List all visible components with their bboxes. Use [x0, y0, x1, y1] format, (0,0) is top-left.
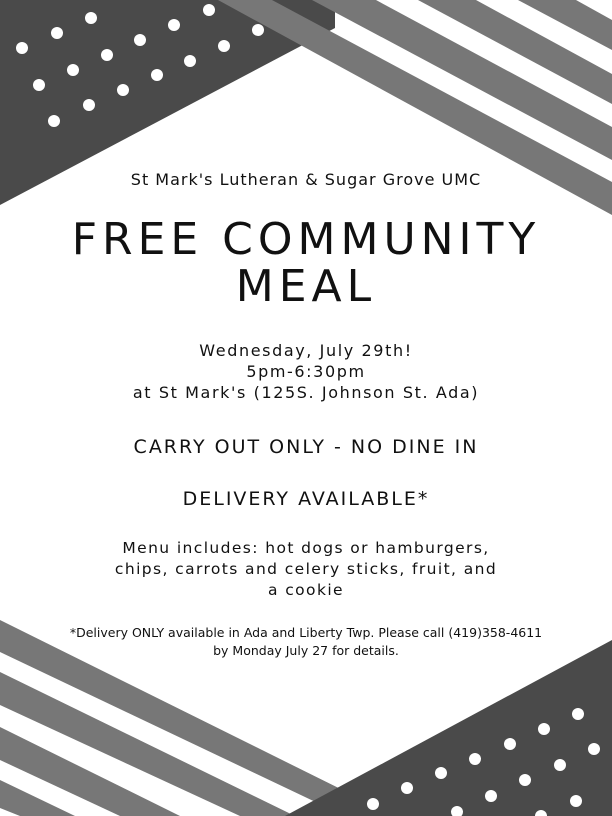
footnote-line: by Monday July 27 for details.: [213, 643, 399, 658]
event-details: [0, 340, 612, 403]
event-time: 5pm-6:30pm: [246, 362, 366, 381]
footnote-line: *Delivery ONLY available in Ada and Liberty Twp. Please call (419)358-4611: [69, 625, 543, 640]
page-title: [0, 216, 612, 310]
event-location: at St Mark's (125S. Johnson St. Ada): [132, 383, 480, 402]
delivery-notice: DELIVERY AVAILABLE*: [182, 488, 430, 510]
menu-description: [0, 538, 612, 601]
menu-line: Menu includes: hot dogs or hamburgers,: [122, 539, 490, 557]
title-line: MEAL: [235, 261, 377, 312]
carry-out-notice: CARRY OUT ONLY - NO DINE IN: [133, 436, 479, 458]
event-date: Wednesday, July 29th!: [199, 341, 413, 360]
title-line: FREE COMMUNITY: [71, 214, 541, 265]
host-churches: St Mark's Lutheran & Sugar Grove UMC: [130, 170, 482, 189]
delivery-footnote: [0, 624, 612, 660]
menu-line: chips, carrots and celery sticks, fruit, and: [114, 560, 498, 578]
menu-line: a cookie: [268, 581, 344, 599]
